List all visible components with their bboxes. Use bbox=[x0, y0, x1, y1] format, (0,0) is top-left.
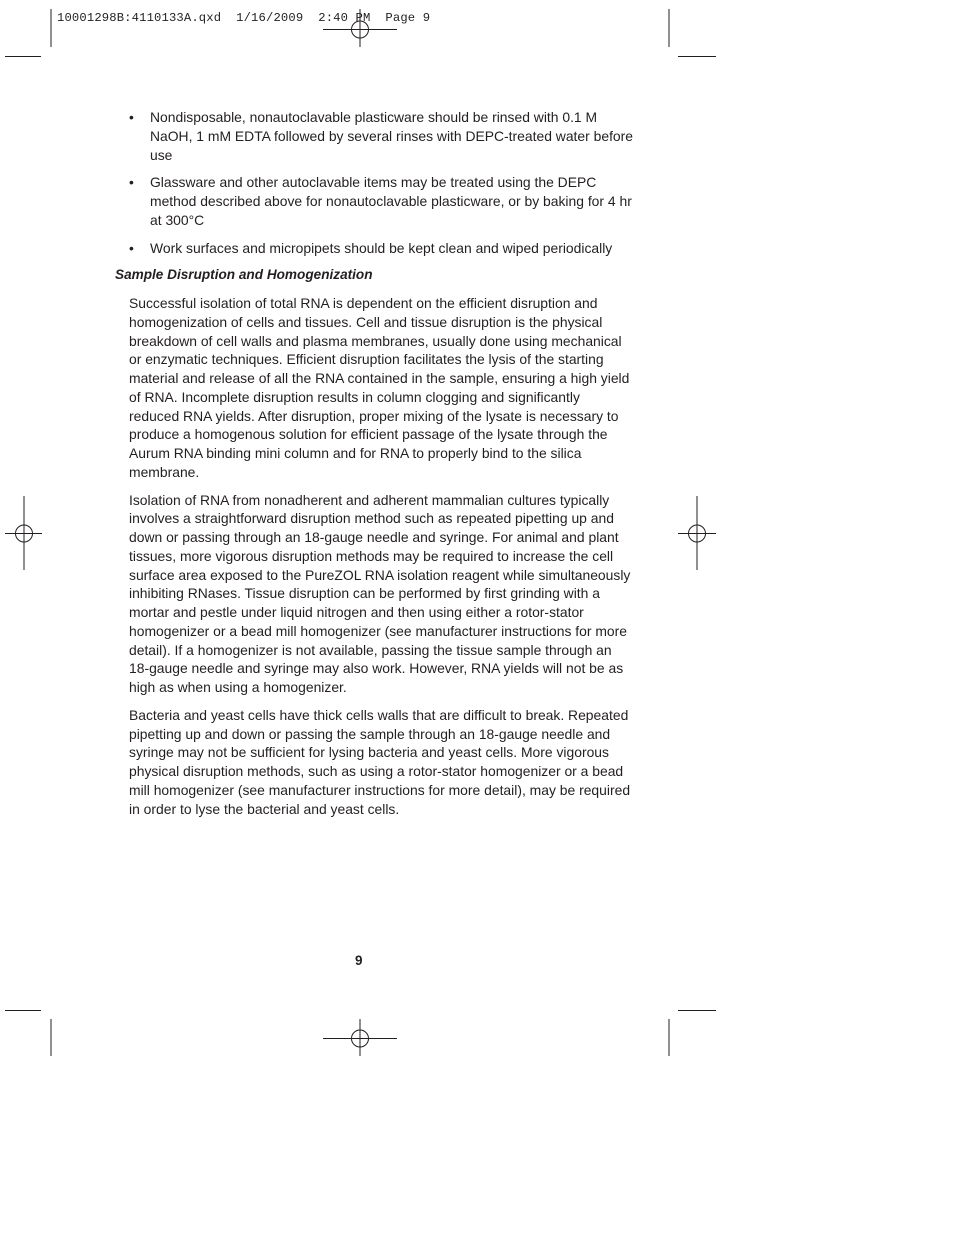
list-item bbox=[129, 173, 633, 229]
list-item bbox=[129, 239, 633, 258]
bullet-symbol: • bbox=[129, 174, 134, 191]
list-item-text: Nondisposable, nonautoclavable plasticware should be rinsed with 0.1 M NaOH, 1 mM EDTA followed by several rinses with DEPC-treated water before use bbox=[150, 109, 634, 163]
print-slug-line: 10001298B:4110133A.qxd 1/16/2009 2:40 PM Page 9 bbox=[57, 11, 431, 25]
page-number: 9 bbox=[355, 953, 363, 968]
section-heading: Sample Disruption and Homogenization bbox=[115, 267, 373, 283]
body-paragraph: Successful isolation of total RNA is dependent on the efficient disruption and homogenization of cells and tissues. Cell and tissue disruption is the physical breakdown of cell walls and plasma membranes, usually done using mechanical or enzymatic techniques. Efficient disruption facilitates the lysis of the starting material and release of all the RNA contained in the sample, ensuring a high yield of RNA. Incomplete disruption results in column clogging and significantly reduced RNA yields. After disruption, proper mixing of the lysate is necessary to produce a homogenous solution for efficient passage of the lysate through the Aurum RNA binding mini column and for RNA to properly bind to the silica membrane. bbox=[129, 295, 630, 480]
body-paragraph: Bacteria and yeast cells have thick cells walls that are difficult to break. Repeated pipetting up and down or passing the sample through an 18-gauge needle and syringe may not be sufficient for lysing bacteria and yeast cells. More vigorous physical disruption methods, such as using a rotor-stator homogenizer or a bead mill homogenizer (see manufacturer instructions for more detail), may be required in order to lyse the bacterial and yeast cells. bbox=[129, 706, 631, 817]
bullet-list bbox=[129, 108, 633, 257]
page-body bbox=[115, 108, 634, 827]
bullet-symbol: • bbox=[129, 239, 134, 256]
bullet-symbol: • bbox=[129, 109, 134, 125]
list-item-text: Glassware and other autoclavable items may be treated using the DEPC method described above for nonautoclavable plasticware, or by baking for 4 hr at 300°C bbox=[150, 174, 632, 228]
list-item-text: Work surfaces and micropipets should be kept clean and wiped periodically bbox=[150, 239, 613, 256]
body-paragraph: Isolation of RNA from nonadherent and adherent mammalian cultures typically involves a straightforward disruption method such as repeated pipetting up and down or passing through an 18-gauge needle and syringe. For animal and plant tissues, more vigorous disruption methods may be required to increase the cell surface area exposed to the PureZOL RNA isolation reagent while simultaneously inhibiting RNases. Tissue disruption can be performed by first grinding with a mortar and pestle under liquid nitrogen and then using either a rotor-stator homogenizer or a bead mill homogenizer (see manufacturer instructions for more detail). If a homogenizer is not available, passing the tissue sample through an 18-gauge needle and syringe may also work. However, RNA yields will not be as high as when using a homogenizer. bbox=[129, 491, 631, 695]
list-item bbox=[129, 108, 633, 164]
